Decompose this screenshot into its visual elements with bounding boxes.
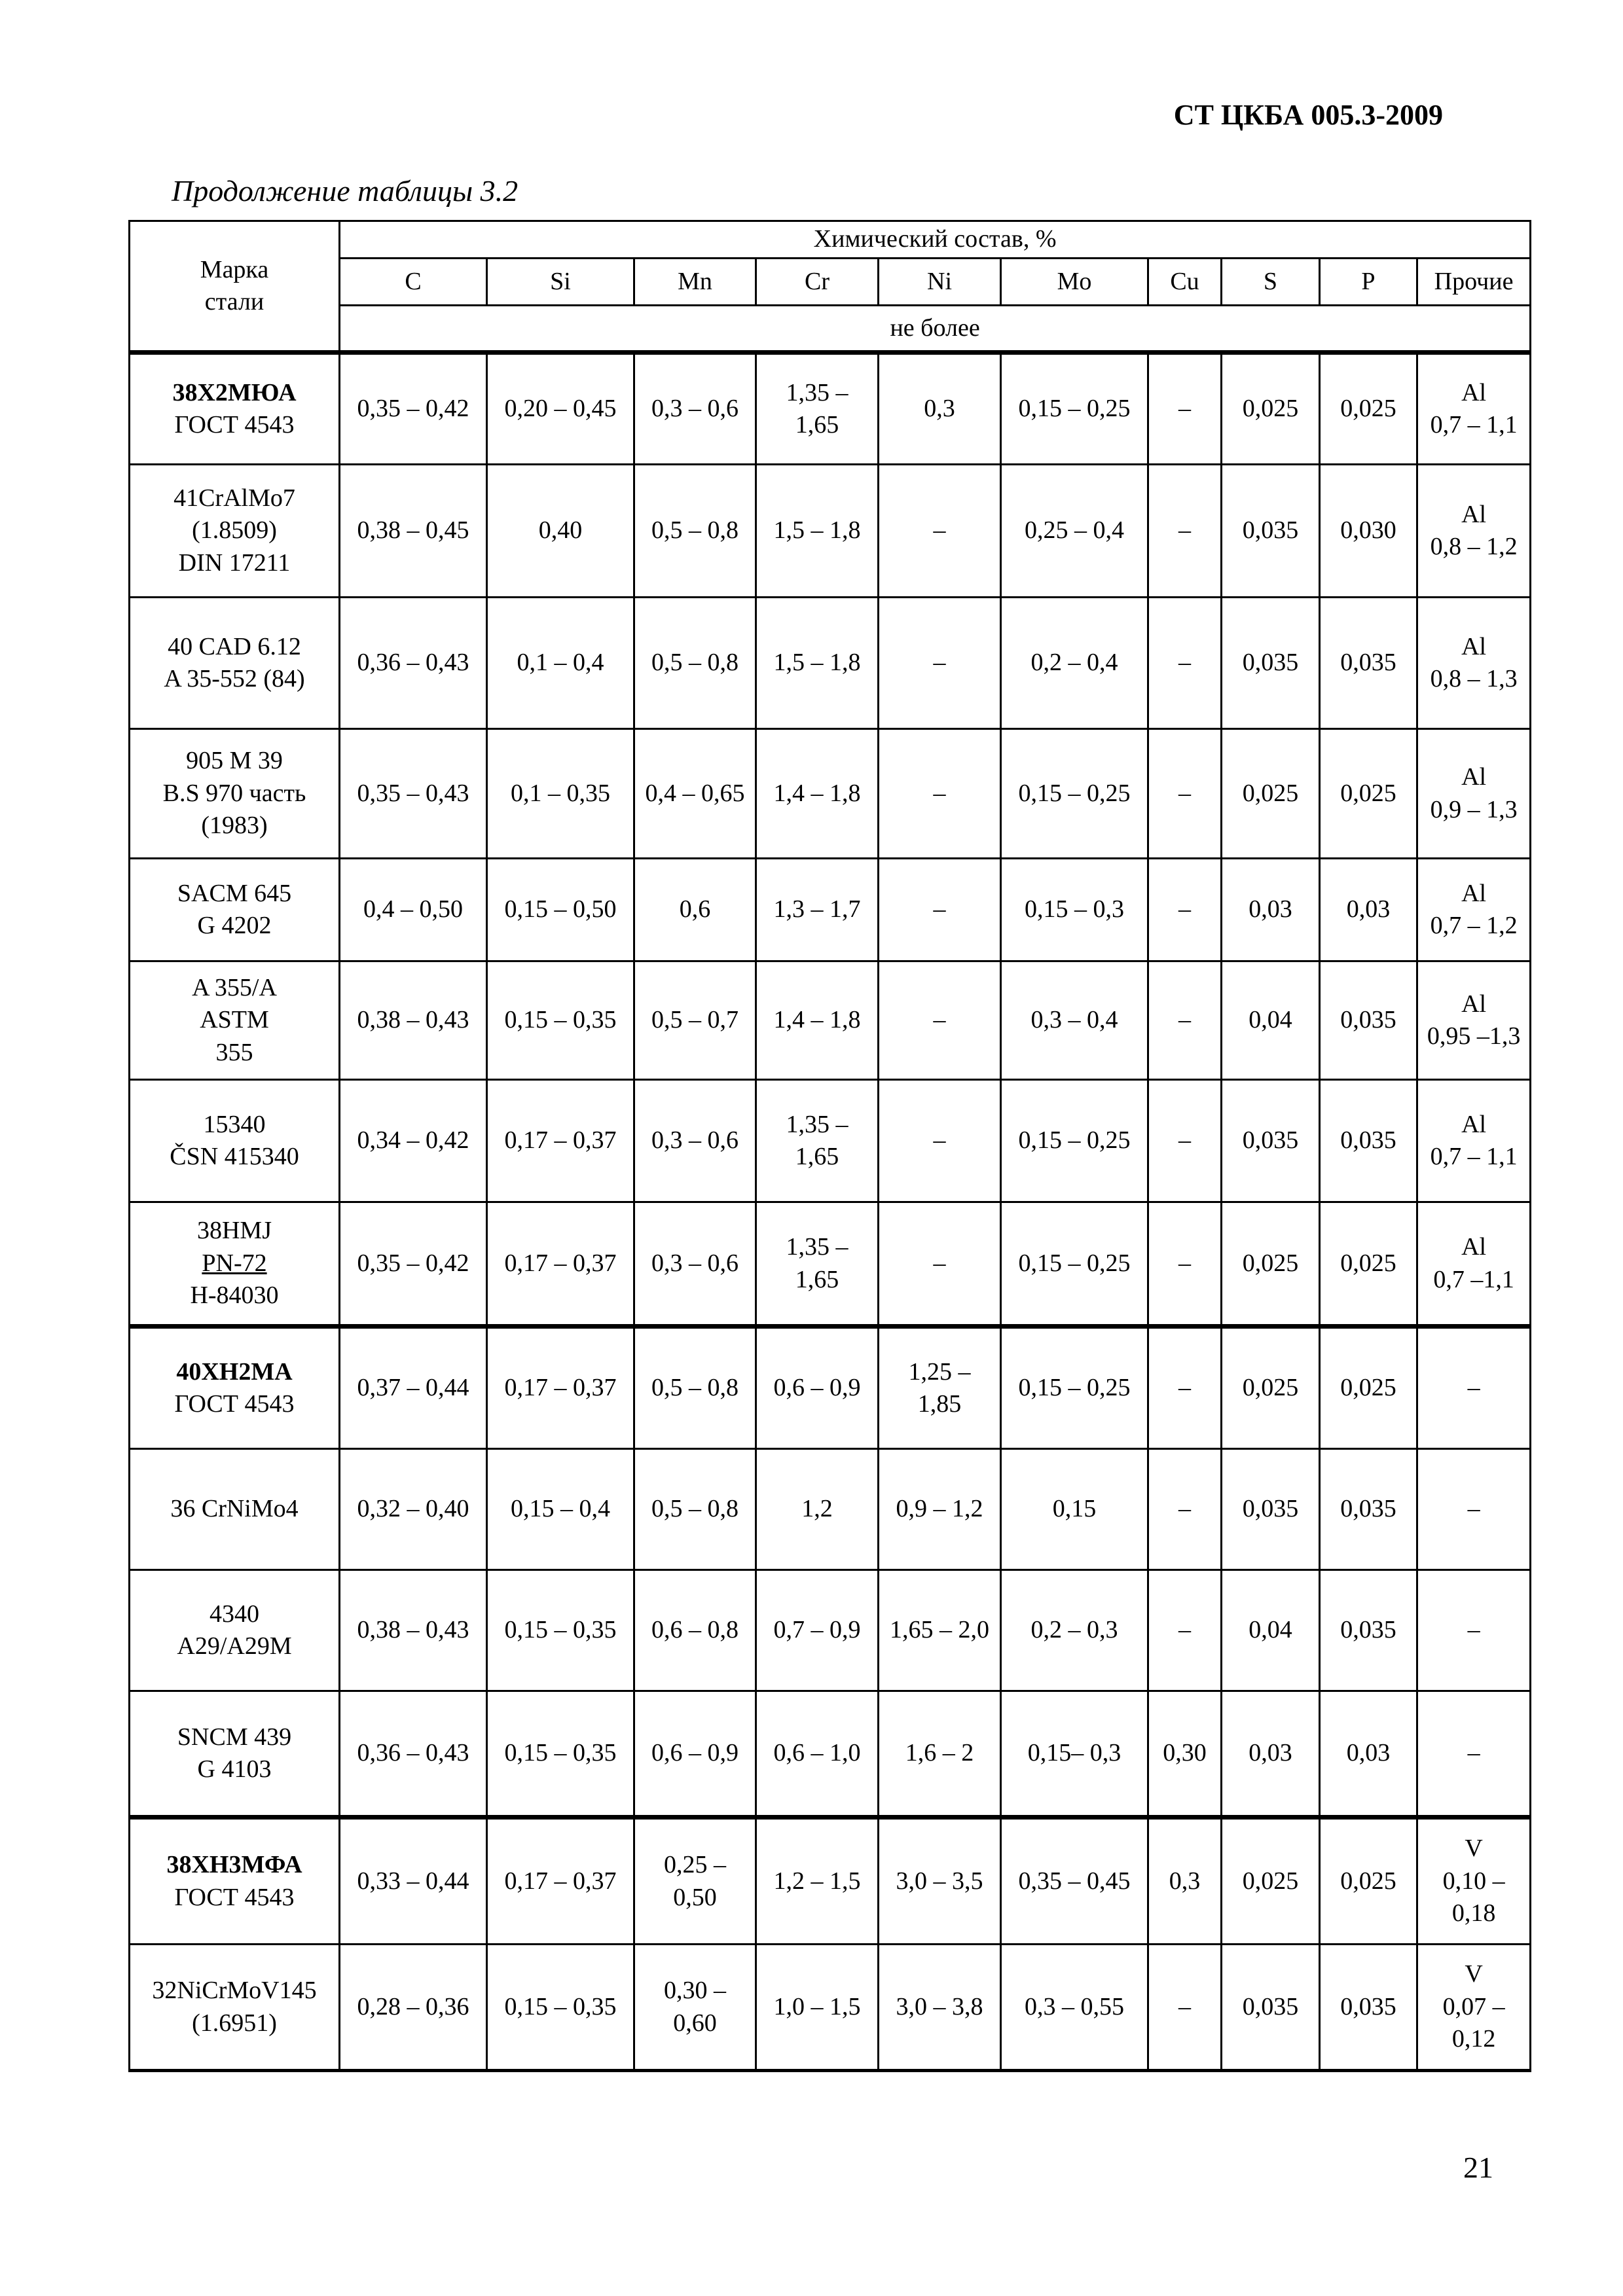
other-cell: Al 0,7 – 1,2 <box>1417 859 1531 961</box>
p-cell: 0,030 <box>1320 465 1417 598</box>
ni-cell: – <box>879 859 1001 961</box>
mn-cell: 0,6 – 0,9 <box>634 1691 756 1818</box>
mn-cell: 0,3 – 0,6 <box>634 1080 756 1202</box>
grade-cell: 36 CrNiMo4 <box>130 1449 340 1570</box>
cu-cell: – <box>1148 465 1222 598</box>
p-cell: 0,025 <box>1320 1202 1417 1327</box>
mn-cell: 0,25 – 0,50 <box>634 1818 756 1945</box>
cr-cell: 1,35 – 1,65 <box>756 1080 879 1202</box>
grade-cell: SACM 645 G 4202 <box>130 859 340 961</box>
ni-cell: – <box>879 465 1001 598</box>
header-row-group <box>130 221 1531 259</box>
table-row <box>130 729 1531 859</box>
col-header-cu: Cu <box>1148 259 1222 306</box>
p-cell: 0,025 <box>1320 353 1417 465</box>
ni-cell: 0,3 <box>879 353 1001 465</box>
cu-cell: – <box>1148 598 1222 729</box>
col-header-c: C <box>340 259 487 306</box>
grade-cell: 38ХН3МФА ГОСТ 4543 <box>130 1818 340 1945</box>
mn-cell: 0,6 – 0,8 <box>634 1570 756 1691</box>
table-row <box>130 1818 1531 1945</box>
mo-cell: 0,2 – 0,3 <box>1001 1570 1148 1691</box>
other-cell: – <box>1417 1449 1531 1570</box>
table-row <box>130 1449 1531 1570</box>
mn-cell: 0,3 – 0,6 <box>634 353 756 465</box>
c-cell: 0,35 – 0,43 <box>340 729 487 859</box>
mo-cell: 0,25 – 0,4 <box>1001 465 1148 598</box>
mo-cell: 0,15 – 0,25 <box>1001 1327 1148 1449</box>
si-cell: 0,15 – 0,35 <box>487 1570 634 1691</box>
header-row-elements <box>130 259 1531 306</box>
cr-cell: 1,35 – 1,65 <box>756 353 879 465</box>
col-header-s: S <box>1222 259 1320 306</box>
cr-cell: 0,7 – 0,9 <box>756 1570 879 1691</box>
s-cell: 0,035 <box>1222 598 1320 729</box>
table-row <box>130 1691 1531 1818</box>
s-cell: 0,03 <box>1222 1691 1320 1818</box>
mo-cell: 0,15 – 0,25 <box>1001 729 1148 859</box>
s-cell: 0,04 <box>1222 1570 1320 1691</box>
ni-cell: 1,65 – 2,0 <box>879 1570 1001 1691</box>
cr-cell: 1,35 – 1,65 <box>756 1202 879 1327</box>
p-cell: 0,035 <box>1320 1570 1417 1691</box>
si-cell: 0,15 – 0,35 <box>487 1691 634 1818</box>
c-cell: 0,4 – 0,50 <box>340 859 487 961</box>
si-cell: 0,15 – 0,4 <box>487 1449 634 1570</box>
cu-cell: – <box>1148 961 1222 1080</box>
chemical-composition-table <box>128 220 1531 2072</box>
cr-cell: 0,6 – 0,9 <box>756 1327 879 1449</box>
s-cell: 0,035 <box>1222 1080 1320 1202</box>
mn-cell: 0,5 – 0,8 <box>634 1327 756 1449</box>
cu-cell: – <box>1148 859 1222 961</box>
p-cell: 0,035 <box>1320 961 1417 1080</box>
grade-cell: 38Х2МЮА ГОСТ 4543 <box>130 353 340 465</box>
p-cell: 0,035 <box>1320 1449 1417 1570</box>
cr-cell: 1,4 – 1,8 <box>756 729 879 859</box>
col-header-cr: Cr <box>756 259 879 306</box>
ni-cell: 3,0 – 3,5 <box>879 1818 1001 1945</box>
grade-cell: A 355/A ASTM 355 <box>130 961 340 1080</box>
c-cell: 0,32 – 0,40 <box>340 1449 487 1570</box>
si-cell: 0,1 – 0,4 <box>487 598 634 729</box>
p-cell: 0,025 <box>1320 729 1417 859</box>
s-cell: 0,035 <box>1222 1449 1320 1570</box>
mo-cell: 0,3 – 0,4 <box>1001 961 1148 1080</box>
si-cell: 0,15 – 0,35 <box>487 1945 634 2071</box>
si-cell: 0,17 – 0,37 <box>487 1080 634 1202</box>
s-cell: 0,03 <box>1222 859 1320 961</box>
si-cell: 0,15 – 0,35 <box>487 961 634 1080</box>
mo-cell: 0,15 – 0,25 <box>1001 1080 1148 1202</box>
cr-cell: 1,3 – 1,7 <box>756 859 879 961</box>
s-cell: 0,025 <box>1222 1327 1320 1449</box>
c-cell: 0,38 – 0,45 <box>340 465 487 598</box>
table-row <box>130 598 1531 729</box>
ni-cell: 1,6 – 2 <box>879 1691 1001 1818</box>
s-cell: 0,04 <box>1222 961 1320 1080</box>
col-header-ni: Ni <box>879 259 1001 306</box>
cu-cell: 0,30 <box>1148 1691 1222 1818</box>
si-cell: 0,17 – 0,37 <box>487 1202 634 1327</box>
other-cell: – <box>1417 1570 1531 1691</box>
s-cell: 0,035 <box>1222 465 1320 598</box>
page-number: 21 <box>1463 2151 1493 2184</box>
s-cell: 0,035 <box>1222 1945 1320 2071</box>
p-cell: 0,035 <box>1320 1945 1417 2071</box>
cu-cell: – <box>1148 1945 1222 2071</box>
c-cell: 0,35 – 0,42 <box>340 1202 487 1327</box>
mo-cell: 0,35 – 0,45 <box>1001 1818 1148 1945</box>
mn-cell: 0,3 – 0,6 <box>634 1202 756 1327</box>
si-cell: 0,1 – 0,35 <box>487 729 634 859</box>
col-header-si: Si <box>487 259 634 306</box>
si-cell: 0,40 <box>487 465 634 598</box>
grade-cell: 905 M 39 B.S 970 часть (1983) <box>130 729 340 859</box>
grade-cell: 40 CAD 6.12 A 35-552 (84) <box>130 598 340 729</box>
table-row <box>130 1945 1531 2071</box>
mn-cell: 0,5 – 0,8 <box>634 465 756 598</box>
cu-cell: – <box>1148 729 1222 859</box>
cr-cell: 1,4 – 1,8 <box>756 961 879 1080</box>
ni-cell: – <box>879 729 1001 859</box>
c-cell: 0,38 – 0,43 <box>340 1570 487 1691</box>
col-header-other: Прочие <box>1417 259 1531 306</box>
cu-cell: 0,3 <box>1148 1818 1222 1945</box>
ni-cell: 1,25 – 1,85 <box>879 1327 1001 1449</box>
cr-cell: 1,2 <box>756 1449 879 1570</box>
grade-cell: 40ХН2МА ГОСТ 4543 <box>130 1327 340 1449</box>
ni-cell: 0,9 – 1,2 <box>879 1449 1001 1570</box>
other-cell: Al 0,7 – 1,1 <box>1417 1080 1531 1202</box>
table-row <box>130 465 1531 598</box>
header-row-limit <box>130 306 1531 353</box>
table-row <box>130 1570 1531 1691</box>
grade-header: Марка стали <box>130 221 340 353</box>
col-header-mo: Mo <box>1001 259 1148 306</box>
grade-cell: 4340 A29/A29M <box>130 1570 340 1691</box>
mo-cell: 0,15 <box>1001 1449 1148 1570</box>
s-cell: 0,025 <box>1222 1202 1320 1327</box>
grade-cell: 15340 ČSN 415340 <box>130 1080 340 1202</box>
s-cell: 0,025 <box>1222 353 1320 465</box>
s-cell: 0,025 <box>1222 729 1320 859</box>
mn-cell: 0,5 – 0,8 <box>634 598 756 729</box>
c-cell: 0,28 – 0,36 <box>340 1945 487 2071</box>
mn-cell: 0,5 – 0,7 <box>634 961 756 1080</box>
c-cell: 0,37 – 0,44 <box>340 1327 487 1449</box>
cu-cell: – <box>1148 1570 1222 1691</box>
p-cell: 0,035 <box>1320 598 1417 729</box>
table-row <box>130 1202 1531 1327</box>
si-cell: 0,17 – 0,37 <box>487 1327 634 1449</box>
p-cell: 0,03 <box>1320 859 1417 961</box>
ni-cell: – <box>879 598 1001 729</box>
grade-cell: 41CrAlMo7 (1.8509) DIN 17211 <box>130 465 340 598</box>
si-cell: 0,20 – 0,45 <box>487 353 634 465</box>
other-cell: – <box>1417 1691 1531 1818</box>
ni-cell: – <box>879 961 1001 1080</box>
col-header-mn: Mn <box>634 259 756 306</box>
cu-cell: – <box>1148 1449 1222 1570</box>
cr-cell: 1,0 – 1,5 <box>756 1945 879 2071</box>
mo-cell: 0,2 – 0,4 <box>1001 598 1148 729</box>
other-cell: V 0,07 – 0,12 <box>1417 1945 1531 2071</box>
other-cell: Al 0,9 – 1,3 <box>1417 729 1531 859</box>
mn-cell: 0,5 – 0,8 <box>634 1449 756 1570</box>
other-cell: Al 0,7 –1,1 <box>1417 1202 1531 1327</box>
c-cell: 0,35 – 0,42 <box>340 353 487 465</box>
ni-cell: 3,0 – 3,8 <box>879 1945 1001 2071</box>
c-cell: 0,36 – 0,43 <box>340 598 487 729</box>
other-cell: Al 0,95 –1,3 <box>1417 961 1531 1080</box>
grade-cell: 38HMJ PN-72 H-84030 <box>130 1202 340 1327</box>
mn-cell: 0,6 <box>634 859 756 961</box>
p-cell: 0,025 <box>1320 1327 1417 1449</box>
other-cell: – <box>1417 1327 1531 1449</box>
c-cell: 0,34 – 0,42 <box>340 1080 487 1202</box>
grade-cell: 32NiCrMoV145 (1.6951) <box>130 1945 340 2071</box>
other-cell: V 0,10 – 0,18 <box>1417 1818 1531 1945</box>
mn-cell: 0,4 – 0,65 <box>634 729 756 859</box>
table-row <box>130 961 1531 1080</box>
document-code: СТ ЦКБА 005.3-2009 <box>1173 99 1443 131</box>
mo-cell: 0,3 – 0,55 <box>1001 1945 1148 2071</box>
composition-group-header: Химический состав, % <box>340 221 1531 259</box>
table-row <box>130 1327 1531 1449</box>
cu-cell: – <box>1148 1080 1222 1202</box>
cr-cell: 1,2 – 1,5 <box>756 1818 879 1945</box>
table-caption: Продолжение таблицы 3.2 <box>172 174 519 207</box>
s-cell: 0,025 <box>1222 1818 1320 1945</box>
mo-cell: 0,15– 0,3 <box>1001 1691 1148 1818</box>
ni-cell: – <box>879 1080 1001 1202</box>
si-cell: 0,15 – 0,50 <box>487 859 634 961</box>
cr-cell: 1,5 – 1,8 <box>756 598 879 729</box>
mo-cell: 0,15 – 0,25 <box>1001 353 1148 465</box>
table-row <box>130 859 1531 961</box>
ni-cell: – <box>879 1202 1001 1327</box>
limit-note: не более <box>340 306 1531 353</box>
cu-cell: – <box>1148 353 1222 465</box>
mn-cell: 0,30 – 0,60 <box>634 1945 756 2071</box>
other-cell: Al 0,8 – 1,2 <box>1417 465 1531 598</box>
cr-cell: 0,6 – 1,0 <box>756 1691 879 1818</box>
table-row <box>130 353 1531 465</box>
c-cell: 0,38 – 0,43 <box>340 961 487 1080</box>
cr-cell: 1,5 – 1,8 <box>756 465 879 598</box>
mo-cell: 0,15 – 0,3 <box>1001 859 1148 961</box>
table-row <box>130 1080 1531 1202</box>
grade-cell: SNCM 439 G 4103 <box>130 1691 340 1818</box>
p-cell: 0,03 <box>1320 1691 1417 1818</box>
mo-cell: 0,15 – 0,25 <box>1001 1202 1148 1327</box>
p-cell: 0,035 <box>1320 1080 1417 1202</box>
cu-cell: – <box>1148 1202 1222 1327</box>
c-cell: 0,33 – 0,44 <box>340 1818 487 1945</box>
other-cell: Al 0,7 – 1,1 <box>1417 353 1531 465</box>
c-cell: 0,36 – 0,43 <box>340 1691 487 1818</box>
si-cell: 0,17 – 0,37 <box>487 1818 634 1945</box>
cu-cell: – <box>1148 1327 1222 1449</box>
p-cell: 0,025 <box>1320 1818 1417 1945</box>
other-cell: Al 0,8 – 1,3 <box>1417 598 1531 729</box>
col-header-p: P <box>1320 259 1417 306</box>
